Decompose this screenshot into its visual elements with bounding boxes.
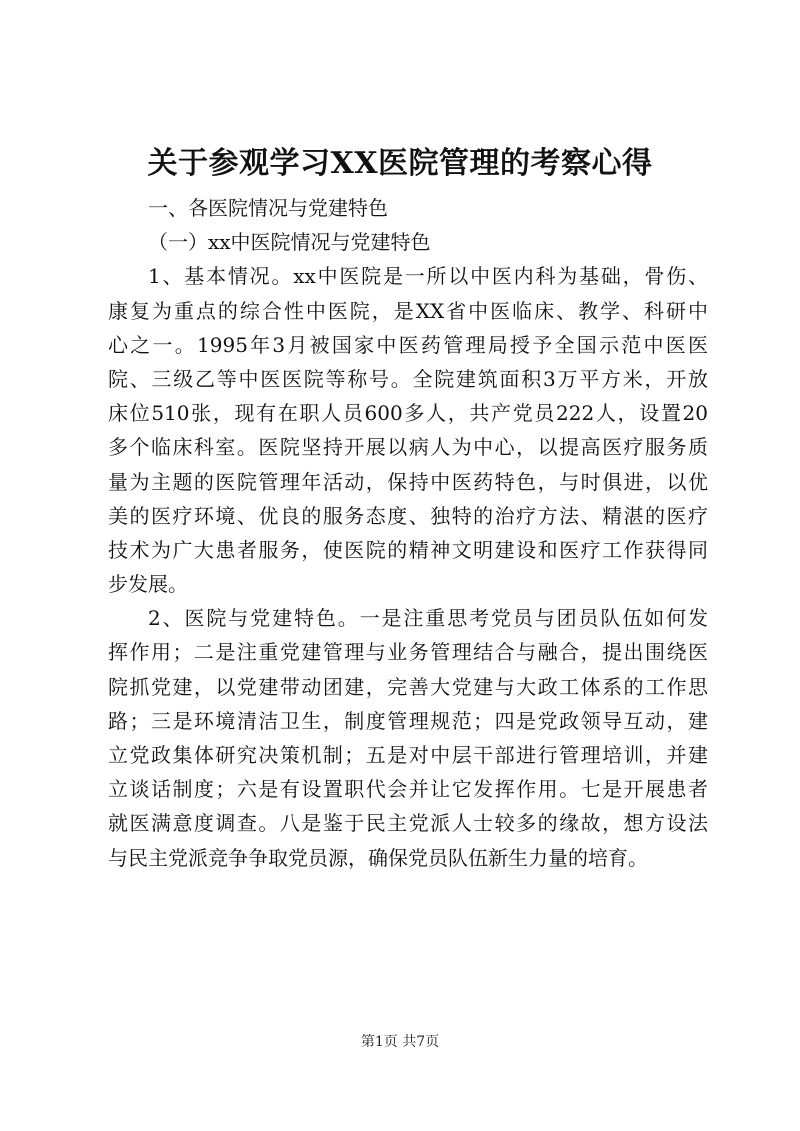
paragraph-line: 就医满意度调查。八是鉴于民主党派人士较多的缘故，想方设法: [108, 811, 708, 836]
paragraph-line: 量为主题的医院管理年活动，保持中医药特色，与时俱进，以优: [108, 469, 708, 494]
paragraph-line: 院抓党建，以党建带动团建，完善大党建与大政工体系的工作思: [108, 674, 708, 699]
paragraph-line: 立党政集体研究决策机制；五是对中层干部进行管理培训，并建: [108, 743, 708, 767]
paragraph-line: 1、基本情况。xx中医院是一所以中医内科为基础，骨伤、: [148, 264, 708, 289]
paragraph-line: 院、三级乙等中医医院等称号。全院建筑面积3万平方米，开放: [108, 366, 708, 391]
page-number: 第1页 共7页: [360, 1034, 440, 1050]
paragraph-line: 路；三是环境清洁卫生，制度管理规范；四是党政领导互动，建: [108, 708, 708, 733]
document-title: 关于参观学习XX医院管理的考察心得: [147, 146, 653, 181]
paragraph-line: 立谈话制度；六是有设置职代会并让它发挥作用。七是开展患者: [108, 777, 708, 802]
subsection-heading: （一）xx中医院情况与党建特色: [148, 230, 431, 255]
section-heading: 一、各医院情况与党建特色: [148, 196, 388, 220]
paragraph-line: 2、医院与党建特色。一是注重思考党员与团员队伍如何发: [148, 606, 708, 631]
paragraph-line: 步发展。: [108, 572, 188, 597]
paragraph-line: 康复为重点的综合性中医院，是XX省中医临床、教学、科研中: [108, 298, 708, 323]
paragraph-line: 心之一。1995年3月被国家中医药管理局授予全国示范中医医: [108, 332, 708, 357]
paragraph-line: 与民主党派竞争争取党员源，确保党员队伍新生力量的培育。: [108, 845, 648, 870]
paragraph-line: 技术为广大患者服务，使医院的精神文明建设和医疗工作获得同: [108, 537, 708, 562]
paragraph-line: 美的医疗环境、优良的服务态度、独特的治疗方法、精湛的医疗: [108, 503, 708, 528]
document-body: [108, 191, 708, 875]
paragraph-line: 床位510张，现有在职人员600多人，共产党员222人，设置20: [108, 401, 708, 426]
paragraph-line: 多个临床科室。医院坚持开展以病人为中心，以提高医疗服务质: [108, 435, 708, 460]
paragraph-line: 挥作用；二是注重党建管理与业务管理结合与融合，提出围绕医: [108, 640, 708, 665]
